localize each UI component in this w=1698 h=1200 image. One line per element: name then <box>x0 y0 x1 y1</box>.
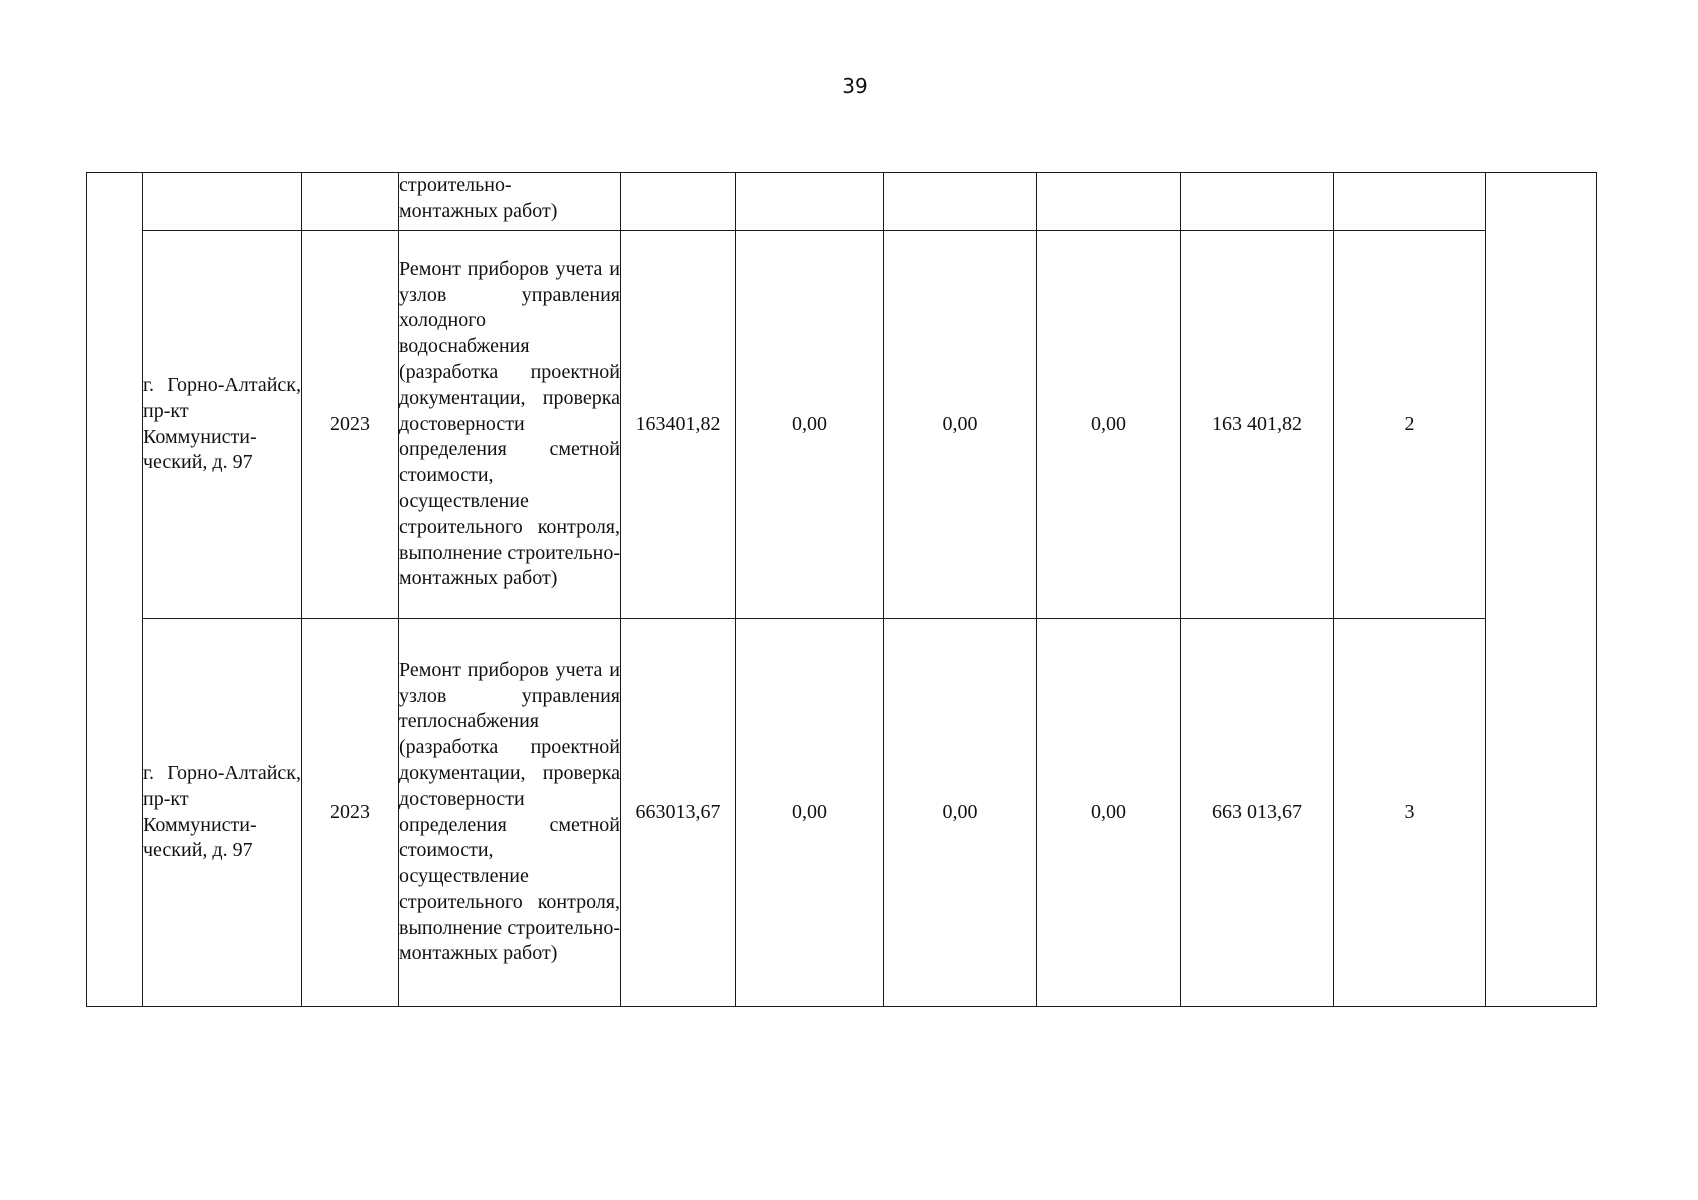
value-cell: 0,00 <box>736 231 884 619</box>
address-cell: г. Горно-Алтайск, пр-кт Коммунисти-ческий, д. 97 <box>143 619 302 1007</box>
value-cell: 0,00 <box>884 619 1037 1007</box>
total-cell: 663 013,67 <box>1181 619 1334 1007</box>
page-number: 39 <box>842 74 868 98</box>
value-cell: 0,00 <box>1037 231 1181 619</box>
cost-cell <box>621 173 736 231</box>
cost-cell: 163401,82 <box>621 231 736 619</box>
year-cell: 2023 <box>302 619 399 1007</box>
value-cell: 0,00 <box>884 231 1037 619</box>
description-cell: Ремонт приборов учета и узлов управления теплоснабжения (разработка проектной документации, проверка достоверности определения сметной стоимости, осуществление строительного контроля, выполнение строительно-монтажных работ) <box>399 619 621 1007</box>
table-row <box>87 619 1597 1007</box>
merged-last-column-cell <box>1486 173 1597 1007</box>
index-cell <box>1334 173 1486 231</box>
address-cell <box>143 173 302 231</box>
value-cell <box>884 173 1037 231</box>
value-cell <box>1037 173 1181 231</box>
description-cell: Ремонт приборов учета и узлов управления холодного водоснабжения (разработка проектной документации, проверка достоверности определения сметной стоимости, осуществление строительного контроля, выполнение строительно-монтажных работ) <box>399 231 621 619</box>
works-table <box>86 172 1597 1007</box>
cost-cell: 663013,67 <box>621 619 736 1007</box>
total-cell: 163 401,82 <box>1181 231 1334 619</box>
table-row <box>87 173 1597 231</box>
value-cell <box>736 173 884 231</box>
merged-first-column-cell <box>87 173 143 1007</box>
year-cell <box>302 173 399 231</box>
total-cell <box>1181 173 1334 231</box>
table-row <box>87 231 1597 619</box>
description-cell: строительно- монтажных работ) <box>399 173 621 231</box>
value-cell: 0,00 <box>1037 619 1181 1007</box>
index-cell: 3 <box>1334 619 1486 1007</box>
value-cell: 0,00 <box>736 619 884 1007</box>
index-cell: 2 <box>1334 231 1486 619</box>
address-cell: г. Горно-Алтайск, пр-кт Коммунисти-ческий, д. 97 <box>143 231 302 619</box>
year-cell: 2023 <box>302 231 399 619</box>
